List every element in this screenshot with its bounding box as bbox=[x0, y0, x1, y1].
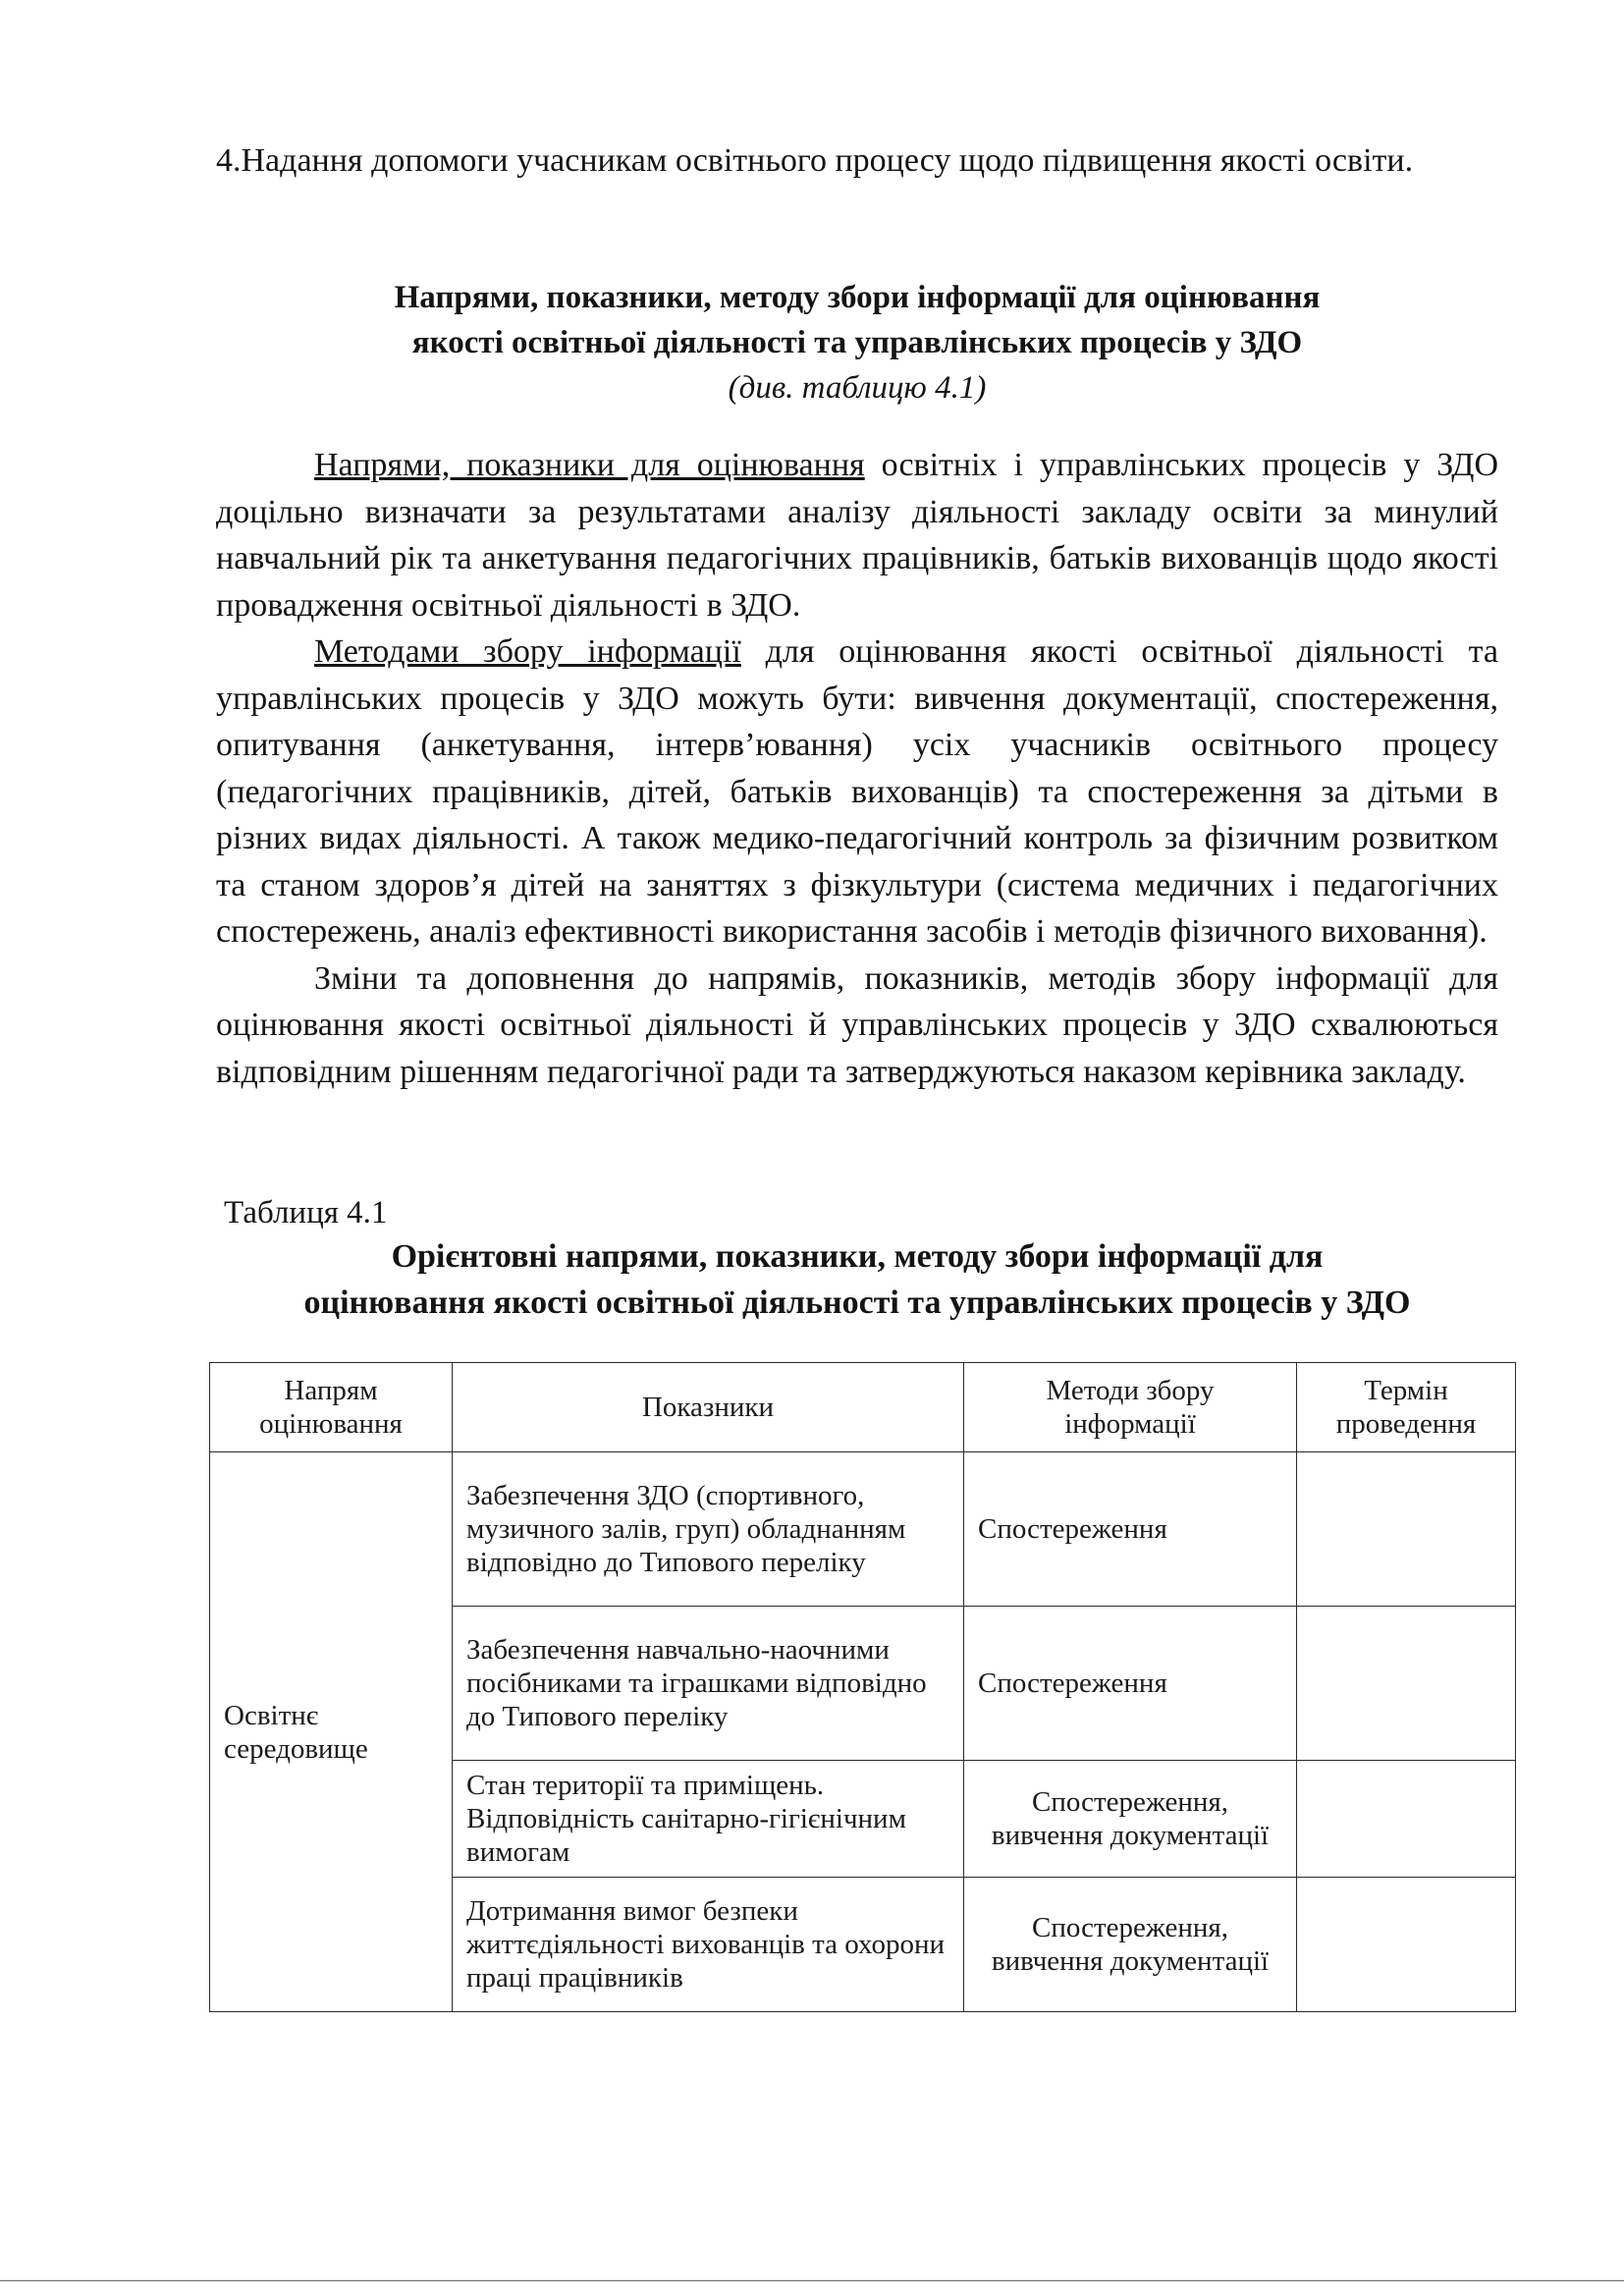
term-cell bbox=[1297, 1452, 1516, 1607]
indicator-cell: Забезпечення навчально-наочними посібниками та іграшками відповідно до Типового переліку bbox=[453, 1607, 964, 1761]
table-title bbox=[206, 1233, 1508, 1326]
paragraph-methods bbox=[216, 629, 1498, 956]
table-label: Таблиця 4.1 bbox=[224, 1195, 388, 1230]
direction-cell: Освітнє середовище bbox=[210, 1452, 453, 2012]
section-heading-line1: Напрями, показники, методу збори інформації для оцінювання bbox=[394, 280, 1321, 315]
table-row bbox=[210, 1452, 1516, 1607]
term-cell bbox=[1297, 1607, 1516, 1761]
table-reference: (див. таблицю 4.1) bbox=[728, 370, 987, 406]
assessment-table bbox=[209, 1362, 1516, 2012]
scan-edge-line bbox=[0, 2280, 1624, 2281]
header-indicators: Показники bbox=[453, 1363, 964, 1452]
underlined-term-directions: Напрями, показники для оцінювання bbox=[314, 447, 865, 483]
paragraph-directions-text: освітніх і управлінських процесів у ЗДО доцільно визначати за результатами аналізу діяльності закладу освіти за минулий навчальний рік та анкетування педагогічних працівників, батьків вихованців щодо якості провадження освітньої діяльності в ЗДО. bbox=[216, 447, 1498, 624]
header-term: Термін проведення bbox=[1297, 1363, 1516, 1452]
term-cell bbox=[1297, 1761, 1516, 1878]
section-heading bbox=[216, 275, 1498, 410]
indicator-cell: Стан території та приміщень. Відповідність санітарно-гігієнічним вимогам bbox=[453, 1761, 964, 1878]
header-methods: Методи збору інформації bbox=[964, 1363, 1297, 1452]
paragraph-directions bbox=[216, 442, 1498, 629]
indicator-cell: Забезпечення ЗДО (спортивного, музичного залів, груп) обладнанням відповідно до Типового переліку bbox=[453, 1452, 964, 1607]
section-heading-line2: якості освітньої діяльності та управлінських процесів у ЗДО bbox=[411, 325, 1303, 360]
body-paragraphs bbox=[216, 442, 1498, 1095]
method-cell: Спостереження, вивчення документації bbox=[964, 1761, 1297, 1878]
list-item-4: 4.Надання допомоги учасникам освітнього процесу щодо підвищення якості освіти. bbox=[216, 142, 1414, 179]
paragraph-methods-text: для оцінювання якості освітньої діяльності та управлінських процесів у ЗДО можуть бути: вивчення документації, спостереження, опитування (анкетування, інтерв’ювання) усіх учасників освітнього процесу (педагогічних працівників, дітей, батьків вихованців) та спостереження за дітьми в різних видах діяльності. А також медико-педагогічний контроль за фізичним розвитком та станом здоров’я дітей на заняттях з фізкультури (система медичних і педагогічних спостережень, аналіз ефективності використання засобів і методів фізичного виховання). bbox=[216, 633, 1498, 950]
underlined-term-methods: Методами збору інформації bbox=[314, 633, 741, 670]
method-cell: Спостереження, вивчення документації bbox=[964, 1878, 1297, 2012]
term-cell bbox=[1297, 1878, 1516, 2012]
indicator-cell: Дотримання вимог безпеки життєдіяльності вихованців та охорони праці працівників bbox=[453, 1878, 964, 2012]
table-header-row bbox=[210, 1363, 1516, 1452]
table-title-line2: оцінювання якості освітньої діяльності та управлінських процесів у ЗДО bbox=[303, 1285, 1411, 1321]
header-direction: Напрям оцінювання bbox=[210, 1363, 453, 1452]
method-cell: Спостереження bbox=[964, 1607, 1297, 1761]
method-cell: Спостереження bbox=[964, 1452, 1297, 1607]
paragraph-changes: Зміни та доповнення до напрямів, показників, методів збору інформації для оцінювання якості освітньої діяльності й управлінських процесів у ЗДО схвалюються відповідним рішенням педагогічної ради та затверджуються наказом керівника закладу. bbox=[216, 959, 1498, 1090]
table-title-line1: Орієнтовні напрями, показники, методу збори інформації для bbox=[391, 1238, 1324, 1275]
